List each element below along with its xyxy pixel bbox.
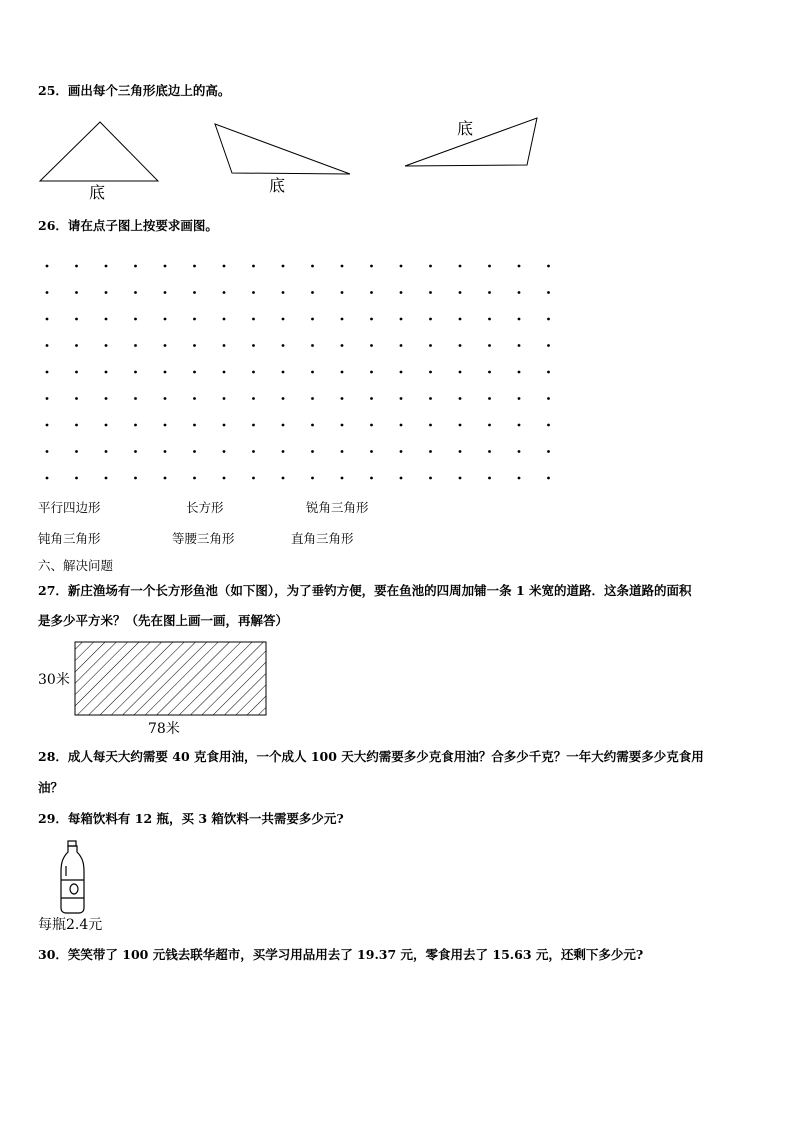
shape-label-acute-triangle: 锐角三角形	[306, 500, 369, 515]
pond-height-label: 30米	[38, 672, 70, 688]
shape-label-right-triangle: 直角三角形	[291, 531, 354, 546]
pond-width-label: 78米	[148, 721, 180, 737]
shape-label-obtuse-triangle: 钝角三角形	[38, 531, 101, 546]
bottle-price-label: 每瓶2.4元	[38, 917, 103, 933]
question-28-line2: 油？	[38, 780, 64, 795]
question-29-text: 29．每箱饮料有 12 瓶，买 3 箱饮料一共需要多少元?	[38, 811, 344, 826]
shape-label-parallelogram: 平行四边形	[38, 500, 101, 515]
question-28-line1: 28．成人每天大约需要 40 克食用油，一个成人 100 天大约需要多少克食用油？合多少千克？一年大约需要多少克食用	[38, 749, 704, 764]
question-30-text: 30．笑笑带了 100 元钱去联华超市，买学习用品用去了 19.37 元，零食用去了 15.63 元，还剩下多少元?	[38, 947, 644, 962]
question-27-line2: 是多少平方米？（先在图上画一画，再解答）	[38, 613, 289, 628]
question-25-text: 25．画出每个三角形底边上的高。	[38, 83, 231, 98]
question-26-text: 26．请在点子图上按要求画图。	[38, 218, 218, 233]
shape-label-isosceles-triangle: 等腰三角形	[172, 531, 235, 546]
triangle-1-base-label: 底	[89, 183, 106, 202]
shape-label-rectangle: 长方形	[186, 500, 224, 515]
triangle-2-base-label: 底	[269, 176, 286, 195]
section-6-heading: 六、解决问题	[38, 558, 114, 573]
question-27-line1: 27．新庄渔场有一个长方形鱼池（如下图），为了垂钓方便，要在鱼池的四周加铺一条 1 米宽的道路．这条道路的面积	[38, 583, 692, 598]
triangle-3-base-label: 底	[457, 119, 474, 138]
